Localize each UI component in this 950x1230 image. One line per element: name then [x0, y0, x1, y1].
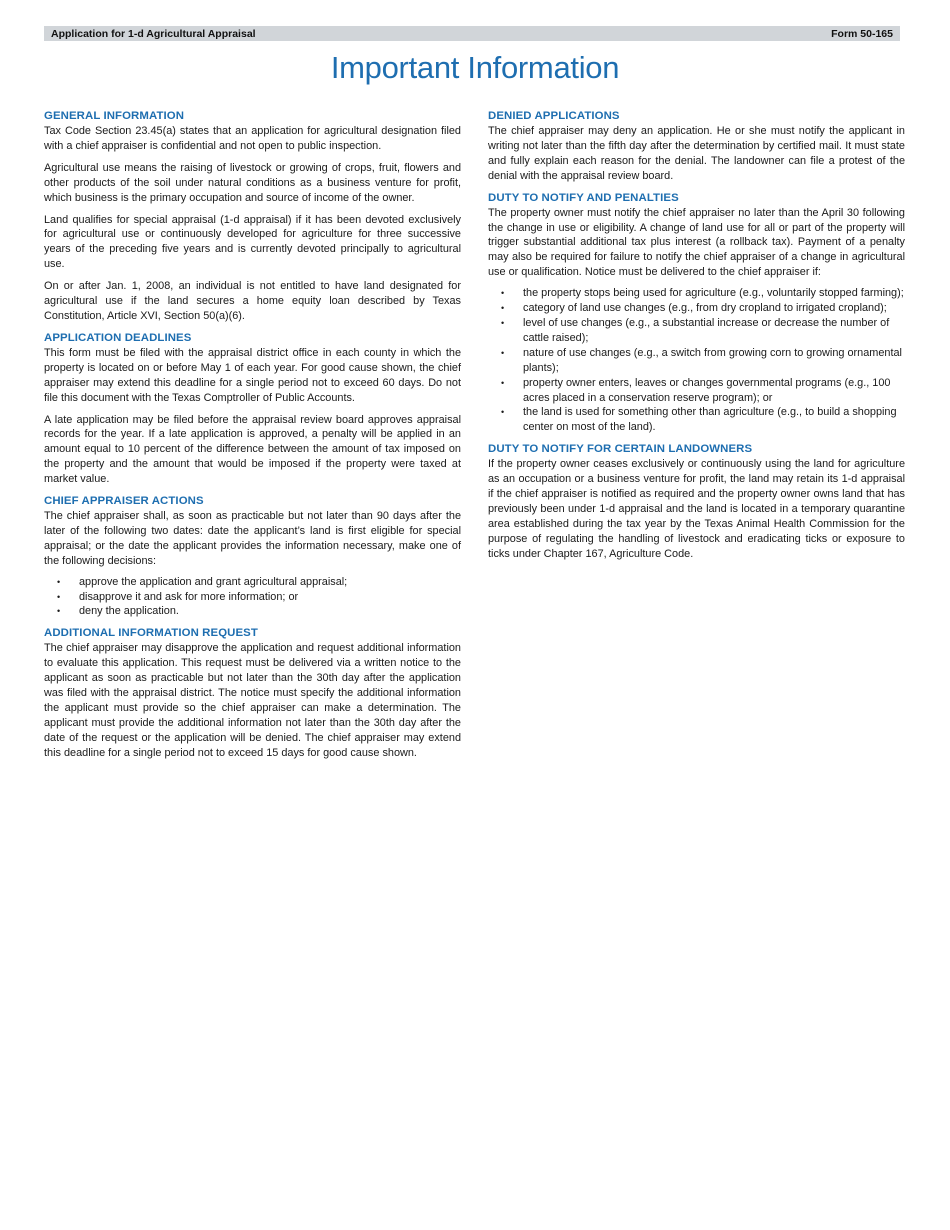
- paragraph: A late application may be filed before the appraisal review board approves appraisal records for the year. If a late application is approved, a penalty will be applied in an amount equal to 10 percent of the difference between the amount of tax imposed on the property and the amount that would be imposed if the property were taxed at market value.: [44, 413, 461, 486]
- list-item: • property owner enters, leaves or changes governmental programs (e.g., 100 acres placed in a conservation reserve program); or: [501, 376, 891, 404]
- section-heading: DENIED APPLICATIONS: [488, 110, 620, 122]
- list-item: • disapprove it and ask for more information; or: [57, 590, 299, 603]
- bullet-icon: •: [57, 576, 61, 587]
- paragraph: The chief appraiser may disapprove the application and request additional information to evaluate this application. This request must be delivered via a written notice to the applicant as soon as practicable but not later than the 30th day after the application was filed with the appraisal district. The notice must specify the additional information the applicant must provide so the chief appraiser can make a determination. The applicant must provide the additional information not later than the 30th day after the date of the request or the application will be denied. The chief appraiser may extend this deadline for a single period not to exceed 15 days for good cause shown.: [44, 642, 461, 759]
- list-item: • category of land use changes (e.g., from dry cropland to irrigated cropland);: [501, 302, 887, 315]
- right-column: [488, 109, 905, 569]
- paragraph: Agricultural use means the raising of livestock or growing of crops, fruit, flowers and other products of the soil under natural conditions as a business venture for profit, which business is the primary occupation and source of income of the owner.: [44, 161, 461, 204]
- section-heading: DUTY TO NOTIFY AND PENALTIES: [488, 191, 679, 204]
- form-number: Form 50-165: [831, 27, 893, 40]
- section-heading: GENERAL INFORMATION: [44, 110, 185, 122]
- section-heading: DUTY TO NOTIFY FOR CERTAIN LANDOWNERS: [488, 443, 753, 456]
- duty-to-notify-section: [488, 191, 905, 436]
- section-heading: ADDITIONAL INFORMATION REQUEST: [44, 627, 258, 640]
- chief-appraiser-actions-section: [44, 494, 461, 619]
- paragraph: The property owner must notify the chief appraiser no later than the April 30 following the change in use or eligibility. A change of land use for all or part of the property will trigger substantial additional tax plus interest (a rollback tax). Payment of a penalty may also be required for failure to notify the chief appraiser of a change in agricultural use or qualification. Notice must be delivered to the chief appraiser if:: [488, 206, 905, 279]
- section-heading: CHIEF APPRAISER ACTIONS: [44, 495, 204, 508]
- list-item: • the land is used for something other than agriculture (e.g., to build a shopping center on most of the land).: [501, 406, 897, 434]
- bullet-icon: •: [501, 347, 505, 358]
- paragraph: The chief appraiser may deny an application. He or she must notify the applicant in writing not later than the fifth day after the determination by certified mail. It must state and fully explain each reason for the denial. The landowner can file a protest of the denial with the appraisal review board.: [488, 125, 905, 182]
- general-information-section: [44, 109, 461, 324]
- paragraph: This form must be filed with the appraisal district office in each county in which the property is located on or before May 1 of each year. For good cause shown, the chief appraiser may extend this deadline for a single period not to exceed 60 days. Do not file this document with the Texas Comptroller of Public Accounts.: [44, 346, 461, 404]
- bullet-icon: •: [501, 288, 505, 299]
- list-item: • level of use changes (e.g., a substantial increase or decrease the number of cattle raised);: [501, 316, 890, 344]
- bullet-icon: •: [57, 606, 61, 617]
- list-item: • nature of use changes (e.g., a switch from growing corn to growing ornamental plants);: [501, 346, 902, 374]
- bullet-icon: •: [501, 317, 505, 328]
- list-item: • the property stops being used for agriculture (e.g., voluntarily stopped farming);: [501, 287, 904, 300]
- bullet-icon: •: [501, 377, 505, 388]
- list-item: • deny the application.: [57, 605, 179, 618]
- section-heading: APPLICATION DEADLINES: [44, 331, 192, 344]
- notify-conditions-list: [488, 286, 905, 435]
- application-deadlines-section: [44, 331, 461, 487]
- form-header-bar: [44, 26, 900, 41]
- paragraph: If the property owner ceases exclusively or continuously using the land for agriculture as an occupation or a business venture for profit, the land may retain its 1-d appraisal if the chief appraiser is notified as required and the property owner owns land that has previously been under 1-d appraisal and the land is located in a temporary quarantine area established during the tax year by the Texas Animal Health Commission for the purpose of regulating the handling of livestock and eradicating ticks or exposure to ticks under Chapter 167, Agriculture Code.: [488, 458, 905, 560]
- additional-information-section: [44, 626, 461, 760]
- bullet-icon: •: [501, 303, 505, 314]
- certain-landowners-section: [488, 442, 905, 561]
- decision-list: [44, 575, 461, 620]
- left-column: [44, 109, 461, 768]
- paragraph: On or after Jan. 1, 2008, an individual is not entitled to have land designated for agricultural use if the land secures a home equity loan described by Texas Constitution, Article XVI, Section 50(a)(6).: [44, 280, 461, 322]
- bullet-icon: •: [57, 591, 61, 602]
- page-title: Important Information: [330, 50, 620, 85]
- denied-applications-section: [488, 109, 905, 184]
- form-name: Application for 1-d Agricultural Appraisal: [51, 27, 256, 40]
- paragraph: Tax Code Section 23.45(a) states that an application for agricultural designation filed with a chief appraiser is confidential and not open to public inspection.: [44, 125, 461, 152]
- paragraph: The chief appraiser shall, as soon as practicable but not later than 90 days after the later of the following two dates: date the applicant’s land is first eligible for special appraisal; or the date the applicant provides the information necessary, make one of the following decisions:: [44, 510, 461, 567]
- list-item: • approve the application and grant agricultural appraisal;: [57, 575, 348, 588]
- paragraph: Land qualifies for special appraisal (1-d appraisal) if it has been devoted exclusively for agricultural use or continuously developed for agriculture for three successive years of the preceding five years and is currently devoted principally to agricultural use.: [44, 213, 461, 271]
- bullet-icon: •: [501, 407, 505, 418]
